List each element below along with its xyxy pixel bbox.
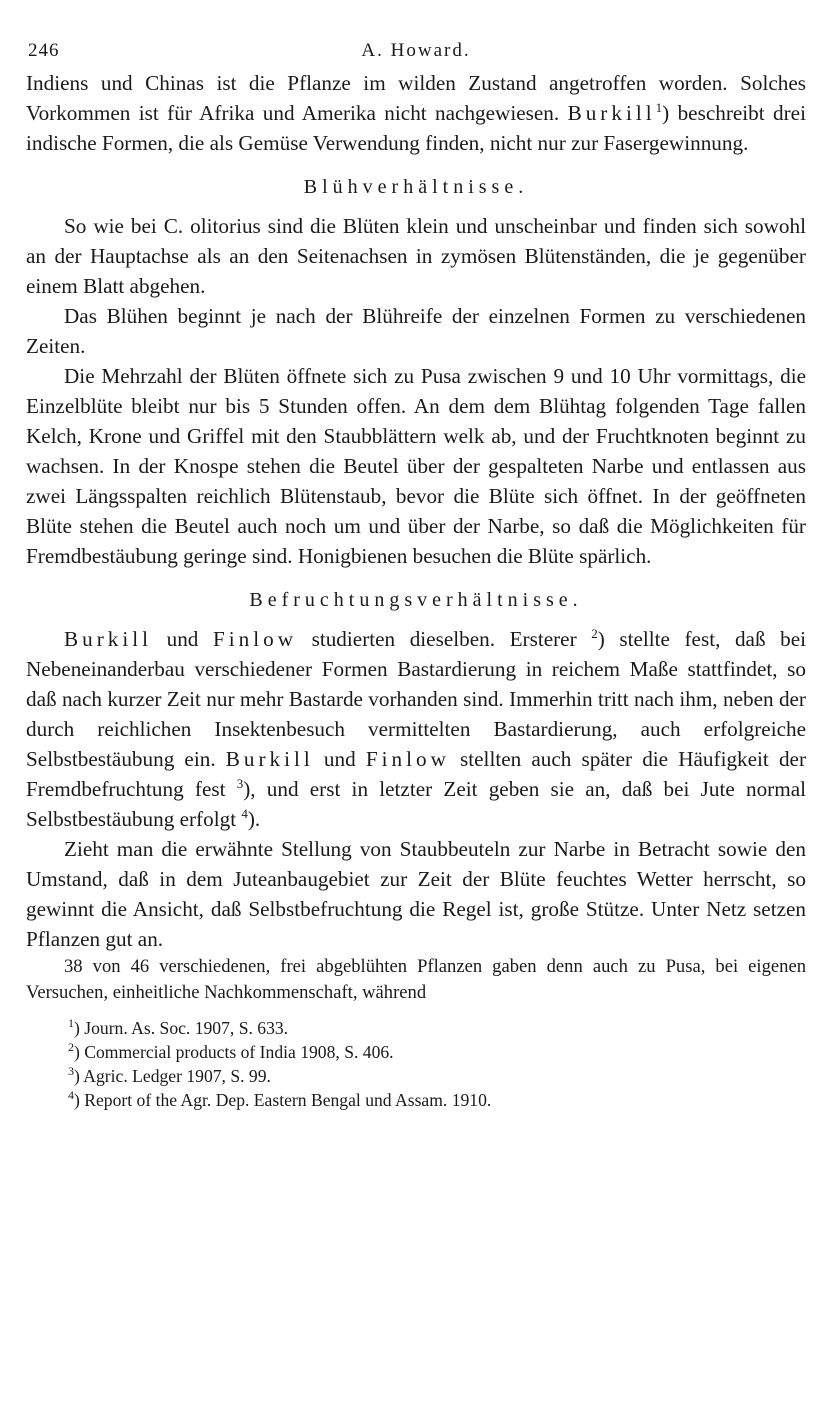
author-name-finlow: Finlow (212, 627, 298, 651)
footnote-1 (68, 1016, 806, 1040)
page (26, 34, 806, 1112)
footnote-ref: 1 (655, 99, 663, 115)
fertilization-paragraph-1 (26, 624, 806, 834)
author-name-burkill: Burkill (64, 627, 153, 651)
section-heading-bloom: Blühverhältnisse. (303, 176, 529, 198)
author-name-burkill: Burkill (225, 747, 314, 771)
fert-text-1: studierten dieselben. Ersterer (297, 627, 592, 651)
intro-paragraph (26, 68, 806, 158)
intro-text-b: ) beschreibt drei indische Formen, die als Gemüse Verwendung finden, nicht nur zur Fasergewinnung. (26, 101, 806, 155)
footnote-text: ) Report of the Agr. Dep. Eastern Bengal und Assam. 1910. (74, 1090, 492, 1110)
connector-text: und (313, 747, 366, 771)
running-title: A. Howard. (361, 40, 471, 61)
footnote-ref: 2 (591, 625, 598, 641)
footnote-4 (68, 1088, 806, 1112)
footnote-text: ) Journ. As. Soc. 1907, S. 633. (74, 1018, 289, 1038)
footnote-2 (68, 1040, 806, 1064)
footnote-3 (68, 1064, 806, 1088)
small-print-paragraph: 38 von 46 verschiedenen, frei abgeblühten Pflanzen gaben denn auch zu Pusa, bei eigenen Versuchen, einheitliche Nachkommenschaft, während (26, 956, 806, 1003)
author-name-burkill: Burkill (567, 101, 656, 125)
fertilization-paragraph-2: Zieht man die erwähnte Stellung von Staubbeuteln zur Narbe in Betracht sowie den Umstand, daß in dem Juteanbaugebiet zur Zeit der Blüte feuchtes Wetter herrscht, so gewinnt die Ansicht, daß Selbstbefruchtung die Regel ist, große Stütze. Unter Netz setzen Pflanzen gut an. (26, 837, 806, 951)
footnote-mark: 4 (68, 1088, 74, 1103)
footnote-text: ) Commercial products of India 1908, S. 406. (74, 1042, 394, 1062)
fert-text-2: ) stellte fest, daß bei Nebeneinanderbau verschiedener Formen Bastardierung in reichem Maße stattfindet, so daß nach kurzer Zeit nur mehr Bastarde vorhanden sind. Immerhin tritt nach ihm, neben der durch reichlichen Insektenbesuch vermittelten Bastardierung, auch erfolgreiche Selbstbestäubung ein. (26, 627, 806, 771)
bloom-paragraph-2: Das Blühen beginnt je nach der Blühreife der einzelnen Formen zu verschiedenen Zeiten. (26, 304, 806, 358)
footnote-mark: 2 (68, 1040, 74, 1055)
footnote-ref: 4 (241, 805, 248, 821)
connector-text: und (152, 627, 213, 651)
section-heading-fertilization: Befruchtungsverhältnisse. (249, 589, 583, 611)
footnote-mark: 1 (68, 1016, 74, 1031)
footnote-ref: 3 (236, 775, 244, 791)
bloom-paragraph-3: Die Mehrzahl der Blüten öffnete sich zu Pusa zwischen 9 und 10 Uhr vormittags, die Einzelblüte bleibt nur bis 5 Stunden offen. An dem dem Blühtag folgenden Tage fallen Kelch, Krone und Griffel mit den Staubblättern welk ab, und der Fruchtknoten beginnt zu wachsen. In der Knospe stehen die Beutel über der gespalteten Narbe und entlassen aus zwei Längsspalten reichlich Blütenstaub, bevor die Blüte sich öffnet. In der geöffneten Blüte stehen die Beutel auch noch um und über der Narbe, so daß die Möglichkeiten für Fremdbestäubung geringe sind. Honigbienen besuchen die Blüte spärlich. (26, 364, 806, 568)
footnotes (26, 1016, 806, 1112)
fert-text-3: stellten auch später die Häufigkeit der Fremdbefruchtung fest (26, 747, 806, 801)
footnote-text: ) Agric. Ledger 1907, S. 99. (74, 1066, 271, 1086)
footnote-mark: 3 (68, 1064, 74, 1079)
page-number: 246 (28, 40, 60, 61)
page-header (26, 34, 806, 68)
fert-text-5: ). (247, 807, 261, 831)
fert-text-4: ), und erst in letzter Zeit geben sie an, daß bei Jute normal Selbstbestäubung erfolgt (26, 777, 806, 831)
author-name-finlow: Finlow (365, 747, 450, 771)
intro-text-a: Indiens und Chinas ist die Pflanze im wilden Zustand angetroffen worden. Solches Vorkommen ist für Afrika und Amerika nicht nachgewiesen. (26, 71, 806, 125)
bloom-paragraph-1: So wie bei C. olitorius sind die Blüten klein und unscheinbar und finden sich sowohl an der Hauptachse als an den Seitenachsen in zymösen Blütenständen, die je gegenüber einem Blatt abgehen. (26, 214, 806, 298)
